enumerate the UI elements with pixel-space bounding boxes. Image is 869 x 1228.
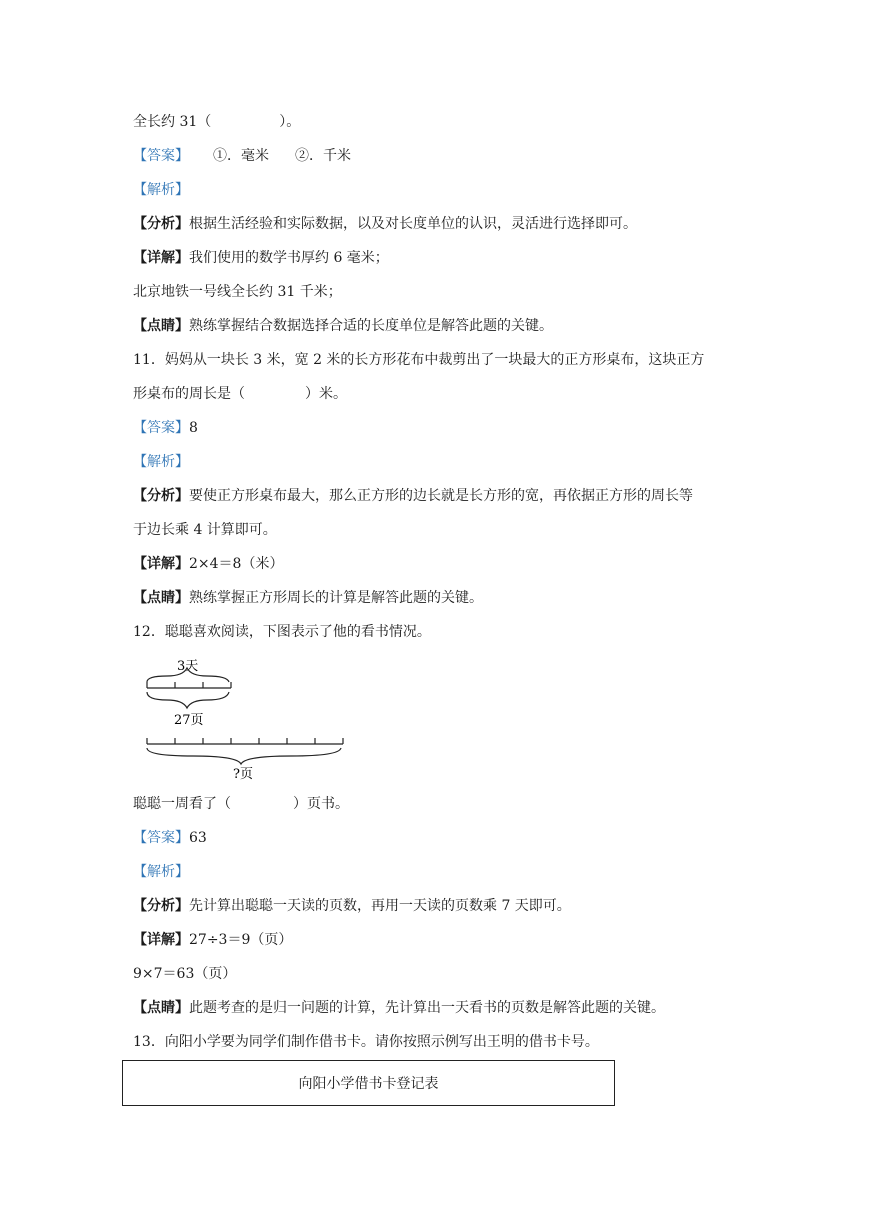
q10-fenxi [133,214,637,234]
q12-answer [133,828,207,848]
answer-tag: 【答案】 [133,830,189,846]
q10-fenxi-text: 根据生活经验和实际数据，以及对长度单位的认识，灵活进行选择即可。 [189,216,637,232]
diagram-top-label: 3天 [177,659,199,674]
q12-xiangjie-text: 27÷3＝9（页） [189,932,293,948]
answer-tag: 【答案】 [133,148,189,164]
top-upper-brace [147,668,229,682]
q10-analysis [133,180,189,200]
q11-question-text: 11．妈妈从一块长 3 米，宽 2 米的长方形花布中裁剪出了一块最大的正方形桌布，这块正方 [133,352,705,368]
diagram-top-pages: 27页 [174,713,204,728]
top-lower-brace [147,692,229,708]
q11-answer [133,418,198,438]
bottom-segment-line [147,738,343,744]
q11-xiangjie [133,554,283,574]
q11-xiangjie-text: 2×4＝8（米） [189,556,284,572]
q10-answer-2: ②．千米 [295,148,351,164]
q10-xiangjie-2 [133,282,342,302]
q10-answer-1: ①．毫米 [213,148,269,164]
xiangjie-tag: 【详解】 [133,932,189,948]
q13-question-text: 13．向阳小学要为同学们制作借书卡。请你按照示例写出王明的借书卡号。 [133,1034,599,1050]
q12-dianjing-text: 此题考查的是归一问题的计算，先计算出一天看书的页数是解答此题的关键。 [189,1000,665,1016]
q12-question-text-b: ）页书。 [293,796,349,812]
q10-tail-end: ）。 [279,114,301,130]
q12-xiangjie-text-2: 9×7＝63（页） [133,966,237,982]
registration-table [122,1060,615,1106]
q12-question [133,794,349,814]
q11-fenxi-text: 要使正方形桌布最大，那么正方形的边长就是长方形的宽，再依据正方形的周长等 [189,488,693,504]
q12-xiangjie [133,930,292,950]
q11-answer-value: 8 [189,420,198,436]
q11-dianjing [133,588,483,608]
q10-xiangjie [133,248,389,268]
dianjing-tag: 【点睛】 [133,318,189,334]
analysis-tag: 【解析】 [133,454,189,470]
q11-fenxi-2 [133,520,277,540]
fenxi-tag: 【分析】 [133,216,189,232]
dianjing-tag: 【点睛】 [133,590,189,606]
fenxi-tag: 【分析】 [133,488,189,504]
q11-line-1 [133,350,704,370]
answer-tag: 【答案】 [133,420,189,436]
analysis-tag: 【解析】 [133,182,189,198]
q12-dianjing [133,998,665,1018]
table-title: 向阳小学借书卡登记表 [298,1076,439,1092]
diagram-bottom-label: ?页 [233,767,253,782]
q12-analysis [133,862,189,882]
bottom-brace [147,748,341,764]
q10-answer [133,146,351,166]
q10-tail [133,112,300,132]
q12-answer-value: 63 [189,830,207,846]
q11-fenxi-text-2: 于边长乘 4 计算即可。 [133,522,277,538]
q12-question-text-a: 聪聪一周看了（ [133,796,231,812]
q10-dianjing-text: 熟练掌握结合数据选择合适的长度单位是解答此题的关键。 [189,318,553,334]
q12-line-1 [133,622,431,642]
q11-dianjing-text: 熟练掌握正方形周长的计算是解答此题的关键。 [189,590,483,606]
q12-fenxi-text: 先计算出聪聪一天读的页数，再用一天读的页数乘 7 天即可。 [189,898,571,914]
xiangjie-tag: 【详解】 [133,250,189,266]
q12-xiangjie-2 [133,964,236,984]
dianjing-tag: 【点睛】 [133,1000,189,1016]
q11-analysis [133,452,189,472]
q10-xiangjie-text: 我们使用的数学书厚约 6 毫米； [189,250,389,266]
q11-fenxi [133,486,693,506]
q12-question-text: 12．聪聪喜欢阅读，下图表示了他的看书情况。 [133,624,431,640]
q11-line-2 [133,384,347,404]
reading-line-diagram [143,656,347,784]
q11-question-text-2a: 形桌布的周长是（ [133,386,245,402]
analysis-tag: 【解析】 [133,864,189,880]
q10-dianjing [133,316,553,336]
q10-tail-text: 全长约 31（ [133,114,212,130]
q10-xiangjie-text-2: 北京地铁一号线全长约 31 千米； [133,284,342,300]
q13-line-1 [133,1032,599,1052]
xiangjie-tag: 【详解】 [133,556,189,572]
q12-fenxi [133,896,571,916]
q11-question-text-2b: ）米。 [305,386,347,402]
top-segment-line [147,682,231,688]
fenxi-tag: 【分析】 [133,898,189,914]
